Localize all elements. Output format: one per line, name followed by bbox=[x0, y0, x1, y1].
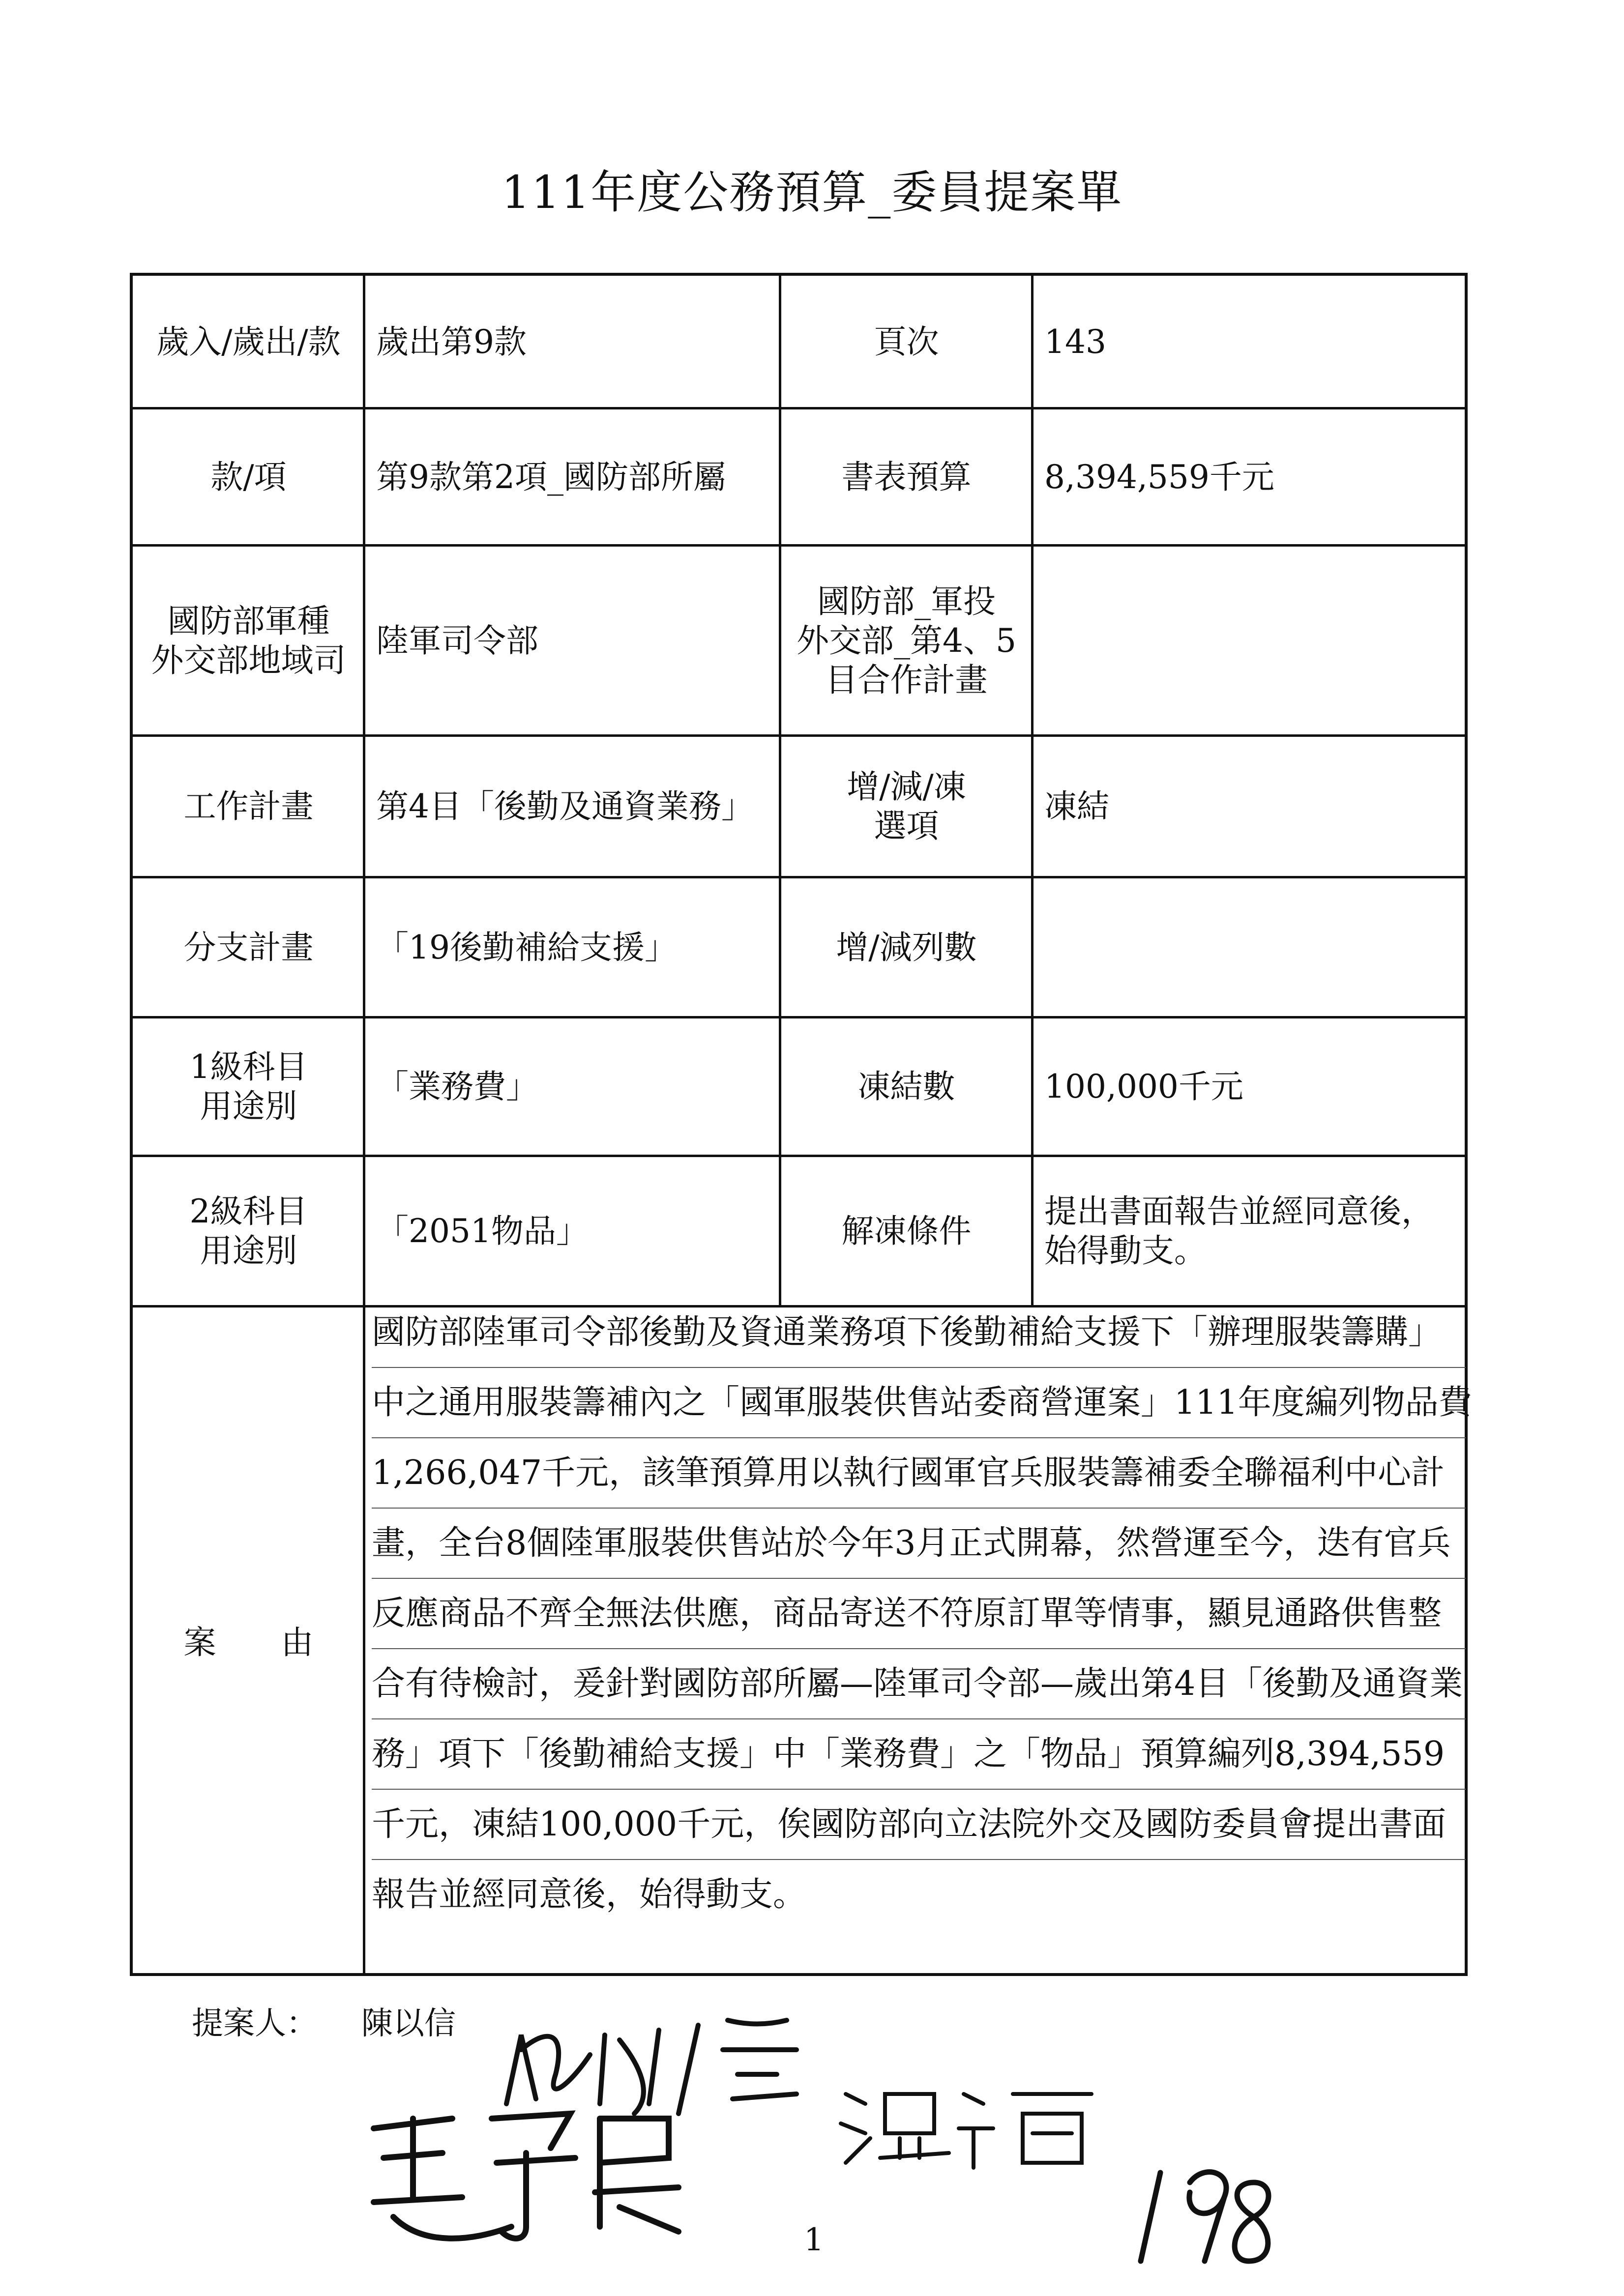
cell-line: 用途別 bbox=[200, 1087, 297, 1125]
field-value: 陸軍司令部 bbox=[376, 621, 538, 660]
cell-lines bbox=[1044, 1192, 1434, 1271]
reason-line: 1,266,047千元，該筆預算用以執行國軍官兵服裝籌補委全聯福利中心計 bbox=[372, 1438, 1466, 1509]
field-label: 款/項 bbox=[210, 458, 287, 496]
reason-line: 務」項下「後勤補給支援」中「業務費」之「物品」預算編列8,394,559 bbox=[372, 1719, 1466, 1790]
cell-line: 2級科目 bbox=[189, 1192, 308, 1230]
reason-label: 案 由 bbox=[183, 1624, 314, 1661]
field-value: 「19後勤補給支援」 bbox=[376, 928, 677, 966]
column-divider bbox=[363, 276, 365, 1973]
cell-line: 選項 bbox=[874, 807, 939, 845]
field-label: 書表預算 bbox=[841, 458, 972, 496]
field-value: 歲出第9款 bbox=[376, 323, 527, 361]
field-value bbox=[1033, 877, 1471, 1017]
field-value bbox=[1033, 1156, 1471, 1307]
cell-lines bbox=[797, 582, 1016, 700]
field-value: 第4目「後勤及通資業務」 bbox=[376, 787, 754, 825]
cell-line: 用途別 bbox=[200, 1232, 297, 1270]
page-title: 111年度公務預算_委員提案單 bbox=[501, 166, 1123, 219]
field-label: 解凍條件 bbox=[841, 1212, 972, 1250]
cell-lines bbox=[190, 1047, 308, 1126]
cell-line: 國防部軍種 bbox=[167, 602, 330, 640]
row-divider bbox=[133, 1016, 1465, 1018]
signature-2 bbox=[364, 2099, 708, 2256]
field-value: 100,000千元 bbox=[1044, 1068, 1243, 1105]
row-divider bbox=[133, 1155, 1465, 1157]
field-value: 第9款第2項_國防部所屬 bbox=[376, 458, 726, 496]
field-value: 8,394,559千元 bbox=[1044, 458, 1274, 496]
field-value: 「業務費」 bbox=[376, 1068, 538, 1105]
cell-lines bbox=[847, 767, 966, 846]
field-label: 分支計畫 bbox=[183, 928, 314, 966]
row-divider bbox=[133, 734, 1465, 737]
reason-line: 畫，全台8個陸軍服裝供售站於今年3月正式開幕，然營運至今，迭有官兵 bbox=[372, 1509, 1466, 1579]
column-divider bbox=[779, 276, 781, 1307]
cell-line: 提出書面報告並經同意後， bbox=[1044, 1192, 1434, 1230]
field-value: 凍結 bbox=[1044, 787, 1109, 825]
reason-line: 千元，凍結100,000千元，俟國防部向立法院外交及國防委員會提出書面 bbox=[372, 1790, 1466, 1860]
field-label: 工作計畫 bbox=[183, 787, 314, 825]
signature-3 bbox=[836, 2074, 1111, 2173]
field-label bbox=[133, 1156, 364, 1307]
handwritten-number bbox=[1131, 2153, 1278, 2276]
cell-lines bbox=[190, 1192, 308, 1271]
reason-text bbox=[372, 1298, 1472, 1929]
cell-line: 目合作計畫 bbox=[825, 661, 988, 699]
cell-line: 始得動支。 bbox=[1044, 1232, 1207, 1270]
field-label bbox=[133, 1017, 364, 1156]
cell-line: 國防部_軍投 bbox=[817, 582, 996, 620]
field-label bbox=[780, 546, 1033, 736]
cell-lines bbox=[151, 602, 346, 680]
cell-line: 增/減/凍 bbox=[847, 768, 966, 806]
proposer-label: 提案人： bbox=[192, 2005, 318, 2042]
field-value bbox=[1033, 546, 1471, 736]
reason-line: 國防部陸軍司令部後勤及資通業務項下後勤補給支援下「辦理服裝籌購」 bbox=[372, 1298, 1466, 1368]
field-value: 「2051物品」 bbox=[376, 1212, 589, 1250]
field-label: 凍結數 bbox=[857, 1068, 955, 1105]
cell-line: 外交部_第4、5 bbox=[797, 621, 1016, 660]
field-label: 頁次 bbox=[874, 323, 939, 361]
proposer-name: 陳以信 bbox=[361, 2005, 456, 2042]
row-divider bbox=[133, 407, 1465, 409]
reason-line: 報告並經同意後，始得動支。 bbox=[372, 1875, 807, 1914]
row-divider bbox=[133, 544, 1465, 547]
reason-line: 合有待檢討，爰針對國防部所屬—陸軍司令部—歲出第4目「後勤及通資業 bbox=[372, 1649, 1466, 1719]
field-label bbox=[780, 736, 1033, 877]
row-divider bbox=[133, 876, 1465, 878]
field-value: 143 bbox=[1044, 323, 1106, 361]
field-label: 歲入/歲出/款 bbox=[156, 323, 341, 361]
reason-line: 反應商品不齊全無法供應，商品寄送不符原訂單等情事，顯見通路供售整 bbox=[372, 1579, 1466, 1649]
field-label: 增/減列數 bbox=[836, 928, 977, 966]
reason-line: 中之通用服裝籌補內之「國軍服裝供售站委商營運案」111年度編列物品費 bbox=[372, 1368, 1466, 1438]
field-label bbox=[133, 546, 364, 736]
column-divider bbox=[1031, 276, 1033, 1307]
cell-line: 1級科目 bbox=[189, 1048, 308, 1086]
page-number: 1 bbox=[804, 2222, 824, 2258]
cell-line: 外交部地域司 bbox=[151, 641, 346, 679]
